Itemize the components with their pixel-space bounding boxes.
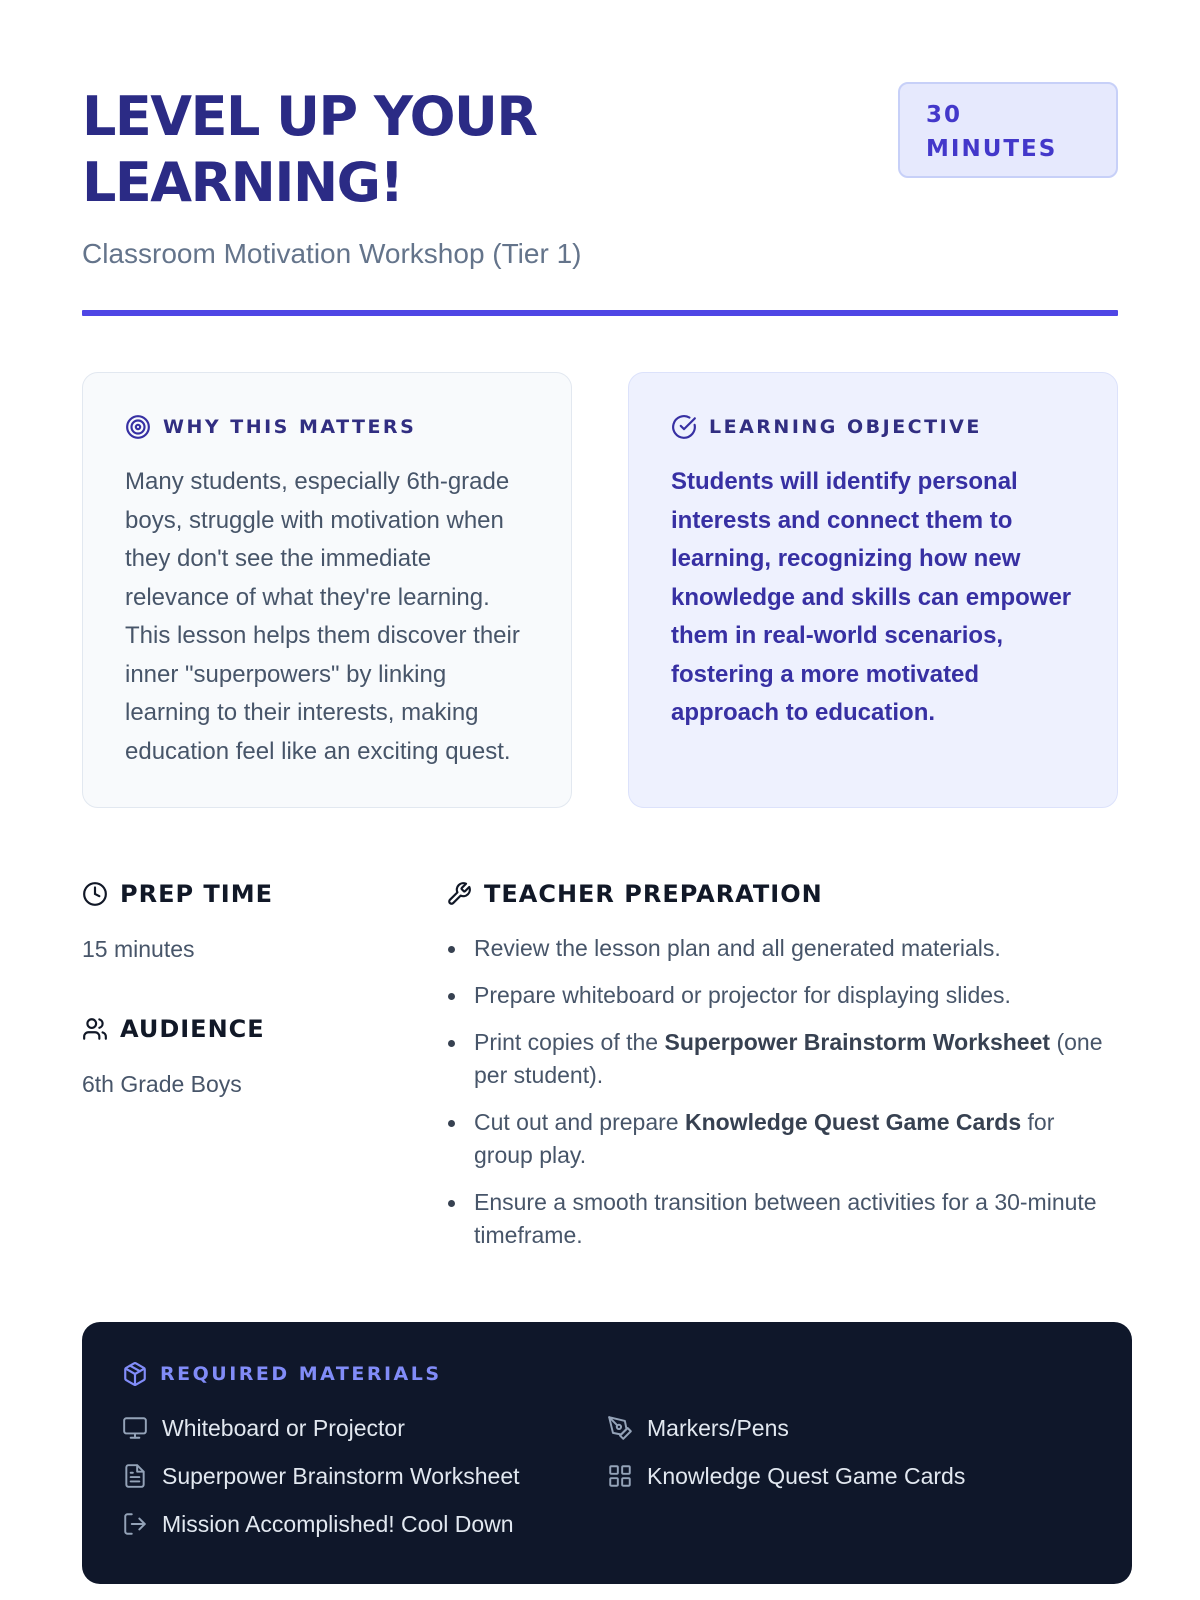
audience-heading: AUDIENCE [120, 1015, 265, 1043]
grid-icon [607, 1463, 633, 1489]
teacher-prep-heading: TEACHER PREPARATION [484, 880, 823, 908]
learning-objective-card [628, 372, 1118, 808]
material-label: Knowledge Quest Game Cards [647, 1462, 966, 1489]
log-out-icon [122, 1511, 148, 1537]
duration-badge: 30 MINUTES [898, 82, 1118, 178]
list-item: Cut out and prepare Knowledge Quest Game Cards for group play. [446, 1106, 1118, 1172]
wrench-icon [446, 881, 472, 907]
users-icon [82, 1016, 108, 1042]
materials-heading-row [122, 1360, 1092, 1388]
header-divider [82, 310, 1118, 316]
intro-cards [82, 372, 1118, 808]
teacher-prep-list [446, 932, 1118, 1252]
prep-time-heading-row [82, 878, 446, 910]
material-label: Markers/Pens [647, 1414, 789, 1441]
list-item: Ensure a smooth transition between activities for a 30-minute timeframe. [446, 1186, 1118, 1252]
teacher-preparation [446, 878, 1118, 1328]
target-icon [125, 414, 151, 440]
material-label: Superpower Brainstorm Worksheet [162, 1462, 520, 1489]
check-circle-icon [671, 414, 697, 440]
box-icon [122, 1361, 148, 1387]
info-left-column [82, 878, 446, 1328]
prep-time-value: 15 minutes [82, 936, 195, 962]
required-materials-panel [82, 1322, 1132, 1584]
materials-list [122, 1414, 1092, 1538]
objective-heading-row [671, 413, 1077, 441]
material-cool-down [122, 1510, 607, 1538]
teacher-prep-heading-row [446, 878, 1118, 910]
list-item: Prepare whiteboard or projector for displaying slides. [446, 979, 1118, 1012]
monitor-icon [122, 1415, 148, 1441]
info-section [82, 878, 1118, 1328]
why-body: Many students, especially 6th-grade boys, struggle with motivation when they don't see the immediate relevance of what they're learning. This lesson helps them discover their inner "superpowers" by linking learning to their interests, making education feel like an exciting quest. [125, 468, 520, 765]
pen-tool-icon [607, 1415, 633, 1441]
why-heading-row [125, 413, 531, 441]
material-markers [607, 1414, 1092, 1442]
header [82, 0, 1118, 316]
clock-icon [82, 881, 108, 907]
objective-heading: LEARNING OBJECTIVE [709, 416, 982, 438]
material-label: Whiteboard or Projector [162, 1414, 405, 1441]
list-item: Print copies of the Superpower Brainstorm Worksheet (one per student). [446, 1026, 1118, 1092]
file-text-icon [122, 1463, 148, 1489]
list-item: Review the lesson plan and all generated materials. [446, 932, 1118, 965]
material-whiteboard [122, 1414, 607, 1442]
page-subtitle: Classroom Motivation Workshop (Tier 1) [82, 238, 582, 269]
material-worksheet [122, 1462, 607, 1490]
why-heading: WHY THIS MATTERS [163, 416, 417, 438]
material-game-cards [607, 1462, 1092, 1490]
objective-body: Students will identify personal interests and connect them to learning, recognizing how new knowledge and skills can empower them in real-world scenarios, fostering a more motivated approach to education. [671, 468, 1072, 726]
audience-value: 6th Grade Boys [82, 1071, 242, 1097]
prep-time-heading: PREP TIME [120, 880, 273, 908]
why-this-matters-card [82, 372, 572, 808]
audience-heading-row [82, 1013, 446, 1045]
material-label: Mission Accomplished! Cool Down [162, 1510, 514, 1537]
page-title: LEVEL UP YOUR LEARNING! [82, 85, 537, 214]
materials-heading: REQUIRED MATERIALS [160, 1363, 442, 1385]
